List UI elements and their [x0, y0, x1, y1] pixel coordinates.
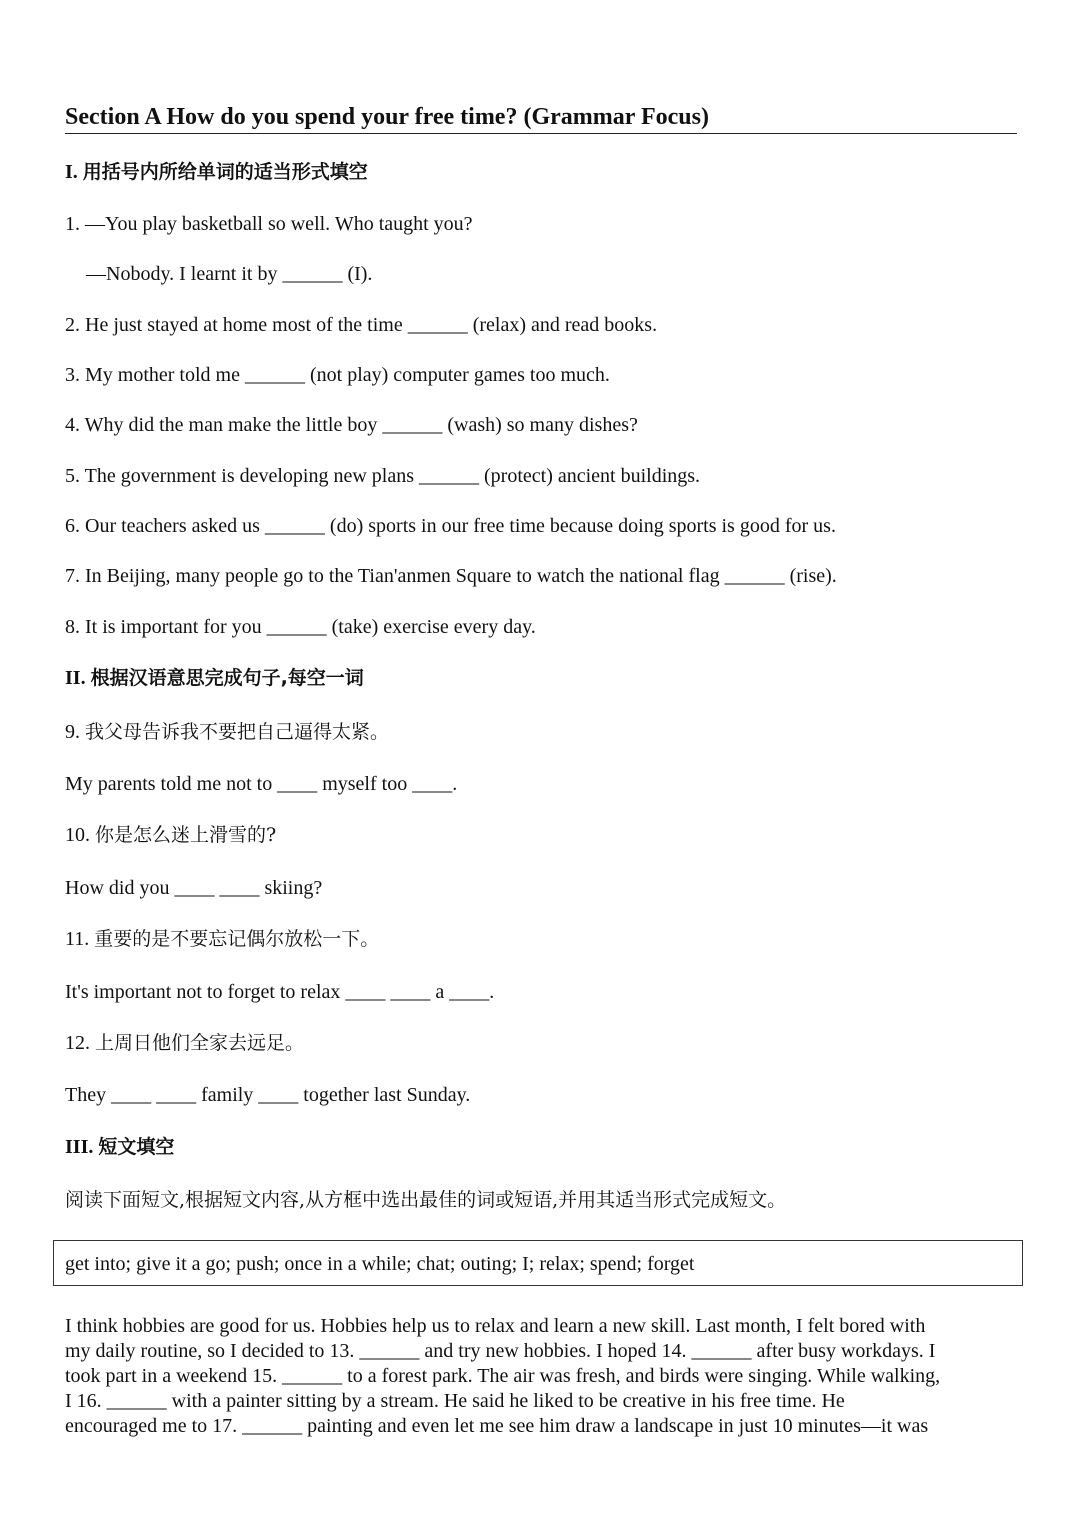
question-11-number: 11. [65, 928, 90, 950]
word-box-text: get into; give it a go; push; once in a while; chat; outing; I; relax; spend; forget [65, 1253, 695, 1275]
section-1-number: I. [65, 161, 78, 183]
question-12-english: They ____ ____ family ____ together last Sunday. [65, 1084, 471, 1106]
question-10-chinese [65, 823, 276, 847]
passage-line: took part in a weekend 15. ______ to a forest park. The air was fresh, and birds were singing. While walking, [65, 1365, 941, 1387]
question-10-number: 10. [65, 824, 90, 846]
question-6: 6. Our teachers asked us ______ (do) sports in our free time because doing sports is good for us. [65, 515, 836, 537]
question-8: 8. It is important for you ______ (take) exercise every day. [65, 616, 536, 638]
question-12-chinese [65, 1031, 304, 1055]
section-1-title: 用括号内所给单词的适当形式填空 [82, 161, 368, 183]
question-9-number: 9. [65, 721, 80, 743]
question-10-english: How did you ____ ____ skiing? [65, 877, 323, 899]
section-3-number: III. [65, 1136, 94, 1158]
question-5: 5. The government is developing new plans ______ (protect) ancient buildings. [65, 465, 701, 487]
passage-line: encouraged me to 17. ______ painting and even let me see him draw a landscape in just 10 minutes—it was [65, 1415, 929, 1437]
word-box [53, 1240, 1023, 1286]
section-3-heading [65, 1135, 174, 1159]
question-9-cn-text: 我父母告诉我不要把自己逼得太紧。 [85, 721, 390, 743]
section-2-number: II. [65, 667, 86, 689]
question-9-english: My parents told me not to ____ myself too ____. [65, 773, 458, 795]
question-12-cn-text: 上周日他们全家去远足。 [95, 1032, 305, 1054]
question-1: 1. —You play basketball so well. Who taught you? [65, 213, 473, 235]
question-11-english: It's important not to forget to relax ____ ____ a ____. [65, 981, 495, 1003]
passage-line: I think hobbies are good for us. Hobbies help us to relax and learn a new skill. Last month, I felt bored with [65, 1315, 926, 1337]
passage-line: I 16. ______ with a painter sitting by a stream. He said he liked to be creative in his free time. He [65, 1390, 845, 1412]
question-2: 2. He just stayed at home most of the time ______ (relax) and read books. [65, 314, 658, 336]
question-12-number: 12. [65, 1032, 90, 1054]
question-9-chinese [65, 720, 389, 744]
reading-passage [65, 1314, 1025, 1439]
question-1-answer: —Nobody. I learnt it by ______ (I). [86, 263, 373, 285]
section-3-instruction: 阅读下面短文,根据短文内容,从方框中选出最佳的词或短语,并用其适当形式完成短文。 [65, 1189, 787, 1211]
section-2-title: 根据汉语意思完成句子,每空一词 [90, 667, 364, 689]
question-11-cn-text: 重要的是不要忘记偶尔放松一下。 [94, 928, 380, 950]
question-11-chinese [65, 927, 379, 951]
question-4: 4. Why did the man make the little boy ______ (wash) so many dishes? [65, 414, 638, 436]
question-10-cn-text: 你是怎么迷上滑雪的? [95, 824, 277, 846]
section-1-heading [65, 160, 368, 184]
passage-line: my daily routine, so I decided to 13. ______ and try new hobbies. I hoped 14. ______ after busy workdays. I [65, 1340, 936, 1362]
page-title: Section A How do you spend your free time? (Grammar Focus) [65, 102, 1017, 134]
question-3: 3. My mother told me ______ (not play) computer games too much. [65, 364, 610, 386]
section-2-heading [65, 666, 364, 690]
question-7: 7. In Beijing, many people go to the Tian'anmen Square to watch the national flag ______ (rise). [65, 565, 837, 587]
section-3-title: 短文填空 [98, 1136, 175, 1158]
